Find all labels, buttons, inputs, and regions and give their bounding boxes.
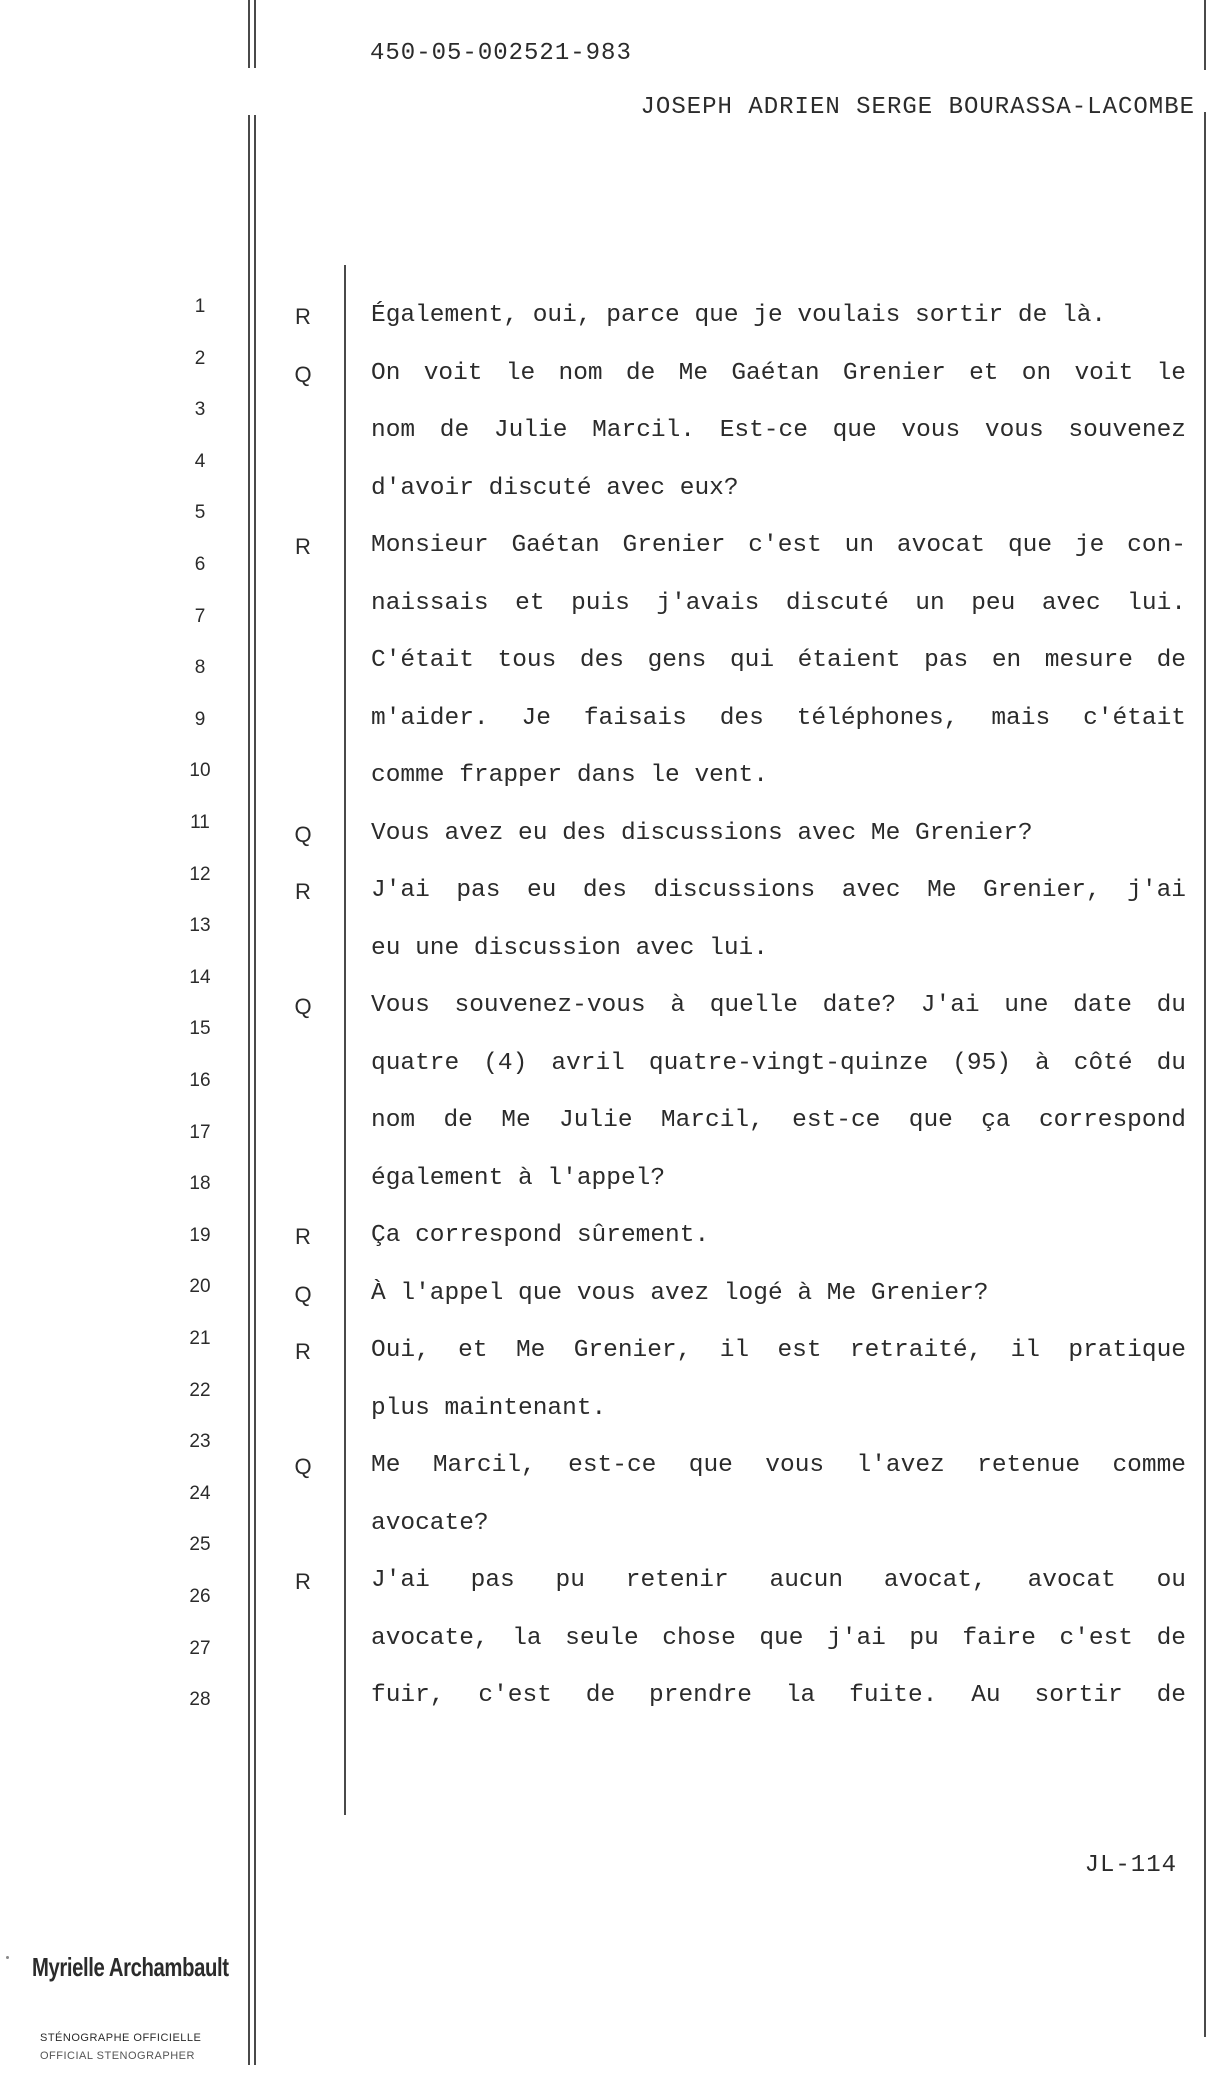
answer-marker: R [295, 1224, 311, 1249]
line-number: 8 [194, 657, 206, 679]
line-number: 16 [189, 1070, 211, 1091]
transcript-line: d'avoir discuté avec eux? [371, 474, 739, 502]
answer-marker: R [295, 534, 311, 559]
line-number: 10 [189, 760, 211, 782]
qr-column-rule [344, 265, 346, 1815]
stenographer-title-fr: STÉNOGRAPHE OFFICIELLE [40, 2032, 202, 2044]
line-number: 1 [194, 296, 206, 317]
case-number: 450-05-002521-983 [370, 40, 632, 67]
line-number: 13 [189, 915, 211, 937]
transcript-line: naissais et puis j'avais discuté un peu avec lui. [371, 589, 1186, 617]
margin-rule-left [254, 0, 256, 68]
transcript-line: Ça correspond sûrement. [371, 1222, 710, 1249]
line-number: 9 [194, 708, 206, 730]
line-number: 20 [189, 1276, 211, 1298]
transcript-line: quatre (4) avril quatre-vingt-quinze (95) à côté du [371, 1049, 1186, 1077]
transcript-line: nom de Me Julie Marcil, est-ce que ça correspond [371, 1107, 1186, 1134]
question-marker: Q [294, 994, 312, 1019]
stray-mark [6, 1956, 9, 1959]
line-number: 18 [189, 1173, 211, 1195]
margin-rule-right [1204, 0, 1206, 70]
line-number: 3 [194, 399, 206, 421]
line-number: 24 [189, 1482, 211, 1504]
transcript-line: Monsieur Gaétan Grenier c'est un avocat que je con- [371, 532, 1186, 559]
answer-marker: R [295, 1569, 311, 1594]
transcript-line: Également, oui, parce que je voulais sortir de là. [371, 302, 1107, 329]
question-marker: Q [294, 821, 312, 847]
line-number: 17 [189, 1121, 211, 1143]
witness-name: JOSEPH ADRIEN SERGE BOURASSA-LACOMBE [640, 94, 1195, 121]
transcript-line: À l'appel que vous avez logé à Me Grenier? [371, 1279, 989, 1307]
transcript-line: plus maintenant. [371, 1394, 607, 1422]
line-number: 15 [189, 1018, 211, 1040]
line-number: 2 [194, 347, 206, 369]
transcript-line: fuir, c'est de prendre la fuite. Au sortir de [371, 1682, 1186, 1709]
page-number: JL-114 [1084, 1852, 1177, 1879]
question-marker: Q [294, 1281, 312, 1307]
line-number: 28 [189, 1689, 211, 1711]
line-number: 27 [189, 1637, 211, 1659]
transcript-line: Me Marcil, est-ce que vous l'avez retenue comme [371, 1452, 1186, 1479]
line-number: 12 [189, 863, 211, 885]
transcript-line: C'était tous des gens qui étaient pas en mesure de [371, 647, 1186, 674]
line-number: 22 [189, 1379, 211, 1401]
transcript-line: J'ai pas pu retenir aucun avocat, avocat ou [371, 1567, 1186, 1594]
margin-rule-left [248, 0, 250, 68]
line-number: 14 [189, 966, 211, 988]
line-number: 26 [189, 1586, 211, 1607]
transcript-line: Oui, et Me Grenier, il est retraité, il pratique [371, 1337, 1186, 1364]
transcript-line: également à l'appel? [371, 1164, 666, 1192]
line-number: 5 [194, 502, 206, 524]
margin-rule-right [1204, 112, 1206, 2037]
transcript-line: comme frapper dans le vent. [371, 762, 768, 789]
transcript-line: nom de Julie Marcil. Est-ce que vous vous souvenez [371, 417, 1186, 444]
margin-rule-left [248, 115, 250, 2065]
line-number: 11 [190, 812, 210, 833]
line-number: 21 [189, 1328, 211, 1349]
transcript-line: eu une discussion avec lui. [371, 934, 768, 962]
line-number: 23 [189, 1431, 211, 1453]
transcript-line: m'aider. Je faisais des téléphones, mais c'était [371, 704, 1186, 732]
stenographer-name: Myrielle Archambault [32, 1952, 229, 1982]
question-marker: Q [294, 361, 312, 387]
margin-rule-left [254, 115, 256, 2065]
transcript-line: Vous souvenez-vous à quelle date? J'ai une date du [371, 992, 1186, 1019]
transcript-line: On voit le nom de Me Gaétan Grenier et on voit le [371, 359, 1186, 387]
transcript-line: Vous avez eu des discussions avec Me Grenier? [371, 819, 1033, 847]
answer-marker: R [295, 879, 311, 904]
line-number: 7 [194, 605, 206, 627]
stenographer-title-en: OFFICIAL STENOGRAPHER [40, 2050, 195, 2062]
transcript-line: J'ai pas eu des discussions avec Me Grenier, j'ai [371, 877, 1186, 904]
line-number: 6 [194, 554, 206, 575]
question-marker: Q [294, 1454, 312, 1479]
line-number: 25 [189, 1534, 211, 1556]
answer-marker: R [295, 304, 311, 329]
transcript-line: avocate? [371, 1509, 489, 1537]
answer-marker: R [295, 1339, 311, 1364]
line-number: 19 [189, 1224, 211, 1246]
transcript-line: avocate, la seule chose que j'ai pu faire c'est de [371, 1624, 1186, 1652]
line-number: 4 [194, 450, 206, 472]
